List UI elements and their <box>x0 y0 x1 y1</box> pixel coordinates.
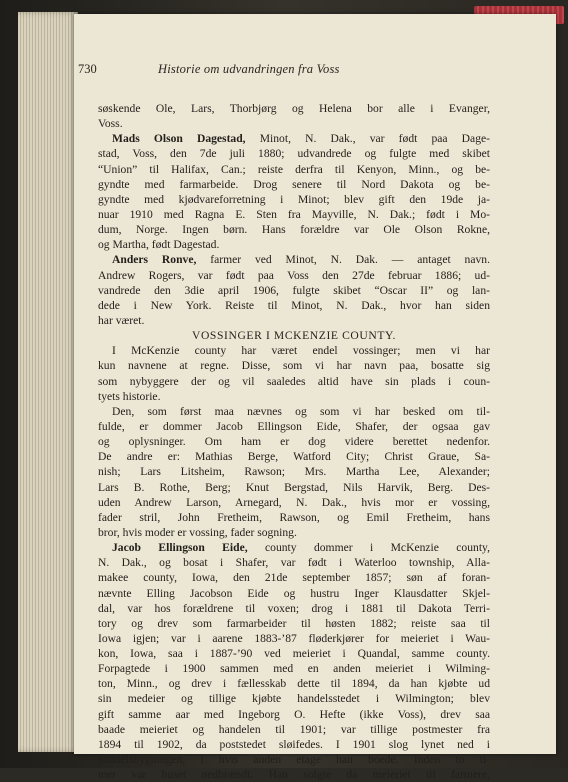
section-heading <box>98 328 490 343</box>
text-line <box>98 131 490 146</box>
text-line <box>98 192 490 207</box>
text-line <box>98 162 490 177</box>
line-text: Forpagtede i 1900 sammen med en anden meieriet i Wilming- <box>98 662 490 676</box>
text-line <box>98 434 490 449</box>
text-line <box>98 616 490 631</box>
text-line <box>98 343 490 358</box>
text-line <box>98 252 490 267</box>
text-line <box>98 389 490 404</box>
line-text: bror, hvis moder er vossing, fader sogning. <box>98 525 297 539</box>
entry-name: Mads Olson Dagestad, <box>112 132 246 146</box>
line-text: søskende Ole, Lars, Thorbjørg og Helena bor alle i Evanger, <box>98 102 490 115</box>
text-line <box>98 358 490 373</box>
text-line <box>98 601 490 616</box>
line-text: 1894 til 1902, da poststedet sløifedes. I 1901 slog lynet ned i <box>98 737 490 751</box>
line-text: De andre er: Mathias Berge, Watford City; Christ Graue, Sa- <box>98 450 490 464</box>
line-text: som nybyggere der og vil saaledes altid have sin plads i coun- <box>98 374 490 388</box>
text-line <box>98 268 490 283</box>
line-text: N. Dak., og bosat i Shafer, var født i Waterloo township, Alla- <box>98 556 490 570</box>
line-text: kun navnene at regne. Disse, som vi har navn paa, bosatte sig <box>98 359 490 373</box>
line-text: har været. <box>98 313 145 327</box>
text-line <box>98 298 490 313</box>
line-text: farmer ved Minot, N. Dak. — antaget navn. <box>196 253 490 267</box>
line-text: Iowa igjen; var i aarene 1883-’87 fløderkjører for meieriet i Wau- <box>98 631 490 645</box>
text-line <box>98 313 490 328</box>
text-line <box>98 116 490 131</box>
line-text: sin medeier og tillige kjøbte handelsstedet i Wilmington; blev <box>98 692 490 706</box>
entry-name: Anders Ronve, <box>112 253 197 267</box>
line-text: mer var huset nedbrændt. Han solgte da meieriet til farmere, <box>98 768 490 782</box>
entry-name: Jacob Ellingson Eide, <box>112 541 248 555</box>
line-text: vandrede den 3die april 1906, fulgte skibet “Oscar II” og lan- <box>98 283 490 297</box>
text-line <box>98 177 490 192</box>
line-text: dede i New York. Reiste til Minot, N. Dak., hvor han siden <box>98 298 490 312</box>
line-text: gift samme aar med Ingeborg O. Hefte (ikke Voss), drev saa <box>98 707 490 721</box>
line-text: nuar 1910 med Ragna E. Sten fra Mayville, N. Dak.; født i Mo- <box>98 207 490 221</box>
line-text: I McKenzie county har været endel vossinger; men vi har <box>112 344 490 358</box>
text-line <box>98 146 490 161</box>
line-text: stad, Voss, den 7de juli 1880; udvandrede og fulgte med skibet <box>98 147 490 161</box>
text-line <box>98 480 490 495</box>
line-text: ton, Minn., og drev i fællesskab dette til 1894, da han kjøbte ud <box>98 677 490 691</box>
text-line <box>98 374 490 389</box>
line-text: nævnte Elling Jacobson Eide og hustru Inger Klausdatter Skjel- <box>98 586 490 600</box>
text-line <box>98 207 490 222</box>
line-text: tory og drev som farmarbeider til høsten 1882; reiste saa til <box>98 616 490 630</box>
text-line <box>98 404 490 419</box>
text-line <box>98 540 490 555</box>
text-line <box>98 510 490 525</box>
text-line <box>98 752 490 767</box>
line-text: Den, som først maa nævnes og som vi har besked om til- <box>112 404 490 418</box>
page-header <box>78 62 418 82</box>
line-text: uden Andrew Larson, Arnegard, N. Dak., hvis mor er vossing, <box>98 495 490 509</box>
text-line <box>98 631 490 646</box>
text-line <box>98 661 490 676</box>
line-text: dum, Norge. Ingen børn. Hans forældre var Ole Olson Rokne, <box>98 223 490 237</box>
line-text: Andrew Rogers, var født paa Voss den 27de februar 1886; ud- <box>98 268 490 282</box>
text-line <box>98 222 490 237</box>
line-text: og Martha, født Dagestad. <box>98 238 220 252</box>
line-text: gyndte med kjødvareforretning i Minot; blev gift den 19de ja- <box>98 192 490 206</box>
text-line <box>98 525 490 540</box>
text-line <box>98 449 490 464</box>
text-line <box>98 555 490 570</box>
line-text: VOSSINGER I MCKENZIE COUNTY. <box>191 329 397 343</box>
line-text: fulde, er dommer Jacob Ellingson Eide, Shafer, der ogsaa gav <box>98 419 490 433</box>
running-title: Historie om udvandringen fra Voss <box>158 62 340 76</box>
text-line <box>98 586 490 601</box>
line-text: baade meieriet og handelen til 1901; var tillige postmester fra <box>98 722 490 736</box>
text-line <box>98 767 490 782</box>
line-text: county dommer i McKenzie county, <box>247 541 490 555</box>
line-text: “Union” til Halifax, Can.; reiste derfra til Kenyon, Minn., og be- <box>98 162 490 176</box>
text-line <box>98 676 490 691</box>
text-line <box>98 283 490 298</box>
line-text: kon, Iowa, saa i 1887-’90 ved meieriet i Quandal, samme county. <box>98 647 490 661</box>
text-line <box>98 646 490 661</box>
text-line <box>98 737 490 752</box>
line-text: og oplysninger. Om ham er dog videre berettet nedenfor. <box>98 435 490 449</box>
line-text: nish; Lars Litsheim, Rawson; Mrs. Martha Lee, Alexander; <box>98 465 490 479</box>
line-text: Minot, N. Dak., var født paa Dage- <box>245 132 491 146</box>
line-text: tyets historie. <box>98 389 161 403</box>
line-text: Voss. <box>98 117 123 131</box>
text-line <box>98 237 490 252</box>
page-number: 730 <box>78 62 97 76</box>
text-line <box>98 570 490 585</box>
page-edges <box>18 12 78 752</box>
line-text: fader stril, John Fretheim, Rawson, og Emil Fretheim, hans <box>98 510 490 524</box>
text-line <box>98 101 490 116</box>
text-line <box>98 691 490 706</box>
text-line <box>98 722 490 737</box>
line-text: Lars B. Rothe, Berg; Knut Bergstad, Nils Harvik, Berg. Des- <box>98 480 490 494</box>
line-text: gyndte med farmarbeide. Drog senere til Nord Dakota og be- <box>98 177 490 191</box>
text-line <box>98 707 490 722</box>
body-text <box>98 101 490 782</box>
line-text: dal, var hos forældrene til voxen; drog i 1881 til Dakota Terri- <box>98 601 490 615</box>
text-line <box>98 464 490 479</box>
text-line <box>98 495 490 510</box>
line-text: makee county, Iowa, den 21de september 1857; søn af foran- <box>98 571 490 585</box>
line-text: handelsbygningen, i hvis anden etage han boede. Inden to ti- <box>98 753 490 767</box>
text-line <box>98 419 490 434</box>
